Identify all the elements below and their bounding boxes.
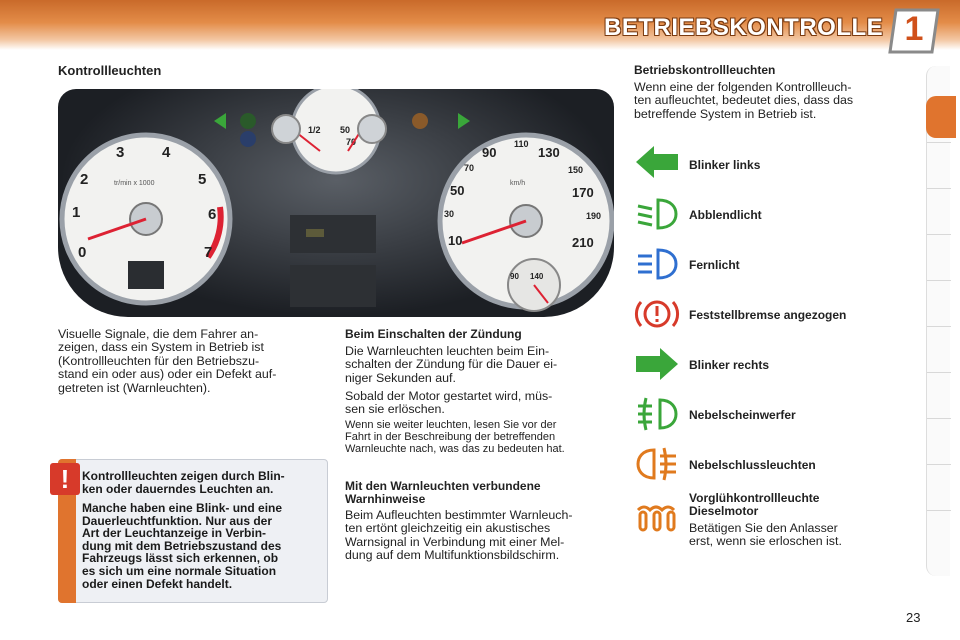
left-turn-signal-icon <box>632 142 682 182</box>
page-header-title: BETRIEBSKONTROLLE <box>604 14 884 41</box>
glow-plug-description: Betätigen Sie den Anlasser erst, wenn sie erloschen ist. <box>689 521 842 549</box>
speedo-tick-30: 30 <box>444 209 455 219</box>
tacho-tick-5: 5 <box>198 171 207 188</box>
speedo-tick-130: 130 <box>538 145 560 160</box>
speedo-tick-90: 90 <box>482 145 497 160</box>
chapter-number: 1 <box>904 10 924 48</box>
side-tab-divider <box>927 234 951 235</box>
tacho-unit: tr/min x 1000 <box>114 180 155 187</box>
legend-label-low-beam: Abblendlicht <box>689 208 762 222</box>
ignition-paragraph-2: Sobald der Motor gestartet wird, müs- sen sie erlöschen. <box>345 389 553 417</box>
speedo-tick-170: 170 <box>572 185 594 200</box>
tacho-tick-7: 7 <box>204 244 213 261</box>
speedo-tick-70: 70 <box>464 163 475 173</box>
speedo-tick-190: 190 <box>586 211 602 221</box>
multifunction-display <box>290 265 376 307</box>
legend-label-right-turn: Blinker rechts <box>689 358 770 372</box>
dash-left-turn-lamp <box>214 113 226 129</box>
side-tab-divider <box>927 280 951 281</box>
speedo-tick-10: 10 <box>448 233 463 248</box>
right-section-title: Betriebskontrollleuchten <box>634 63 776 77</box>
warning-paragraph: Beim Aufleuchten bestimmter Warnleuch- ten ertönt gleichzeitig ein akustisches Warnsignal in Verbindung mit einer Mel- dung auf dem Multifunktionsbildschirm. <box>345 508 573 563</box>
legend-label-front-fog: Nebelscheinwerfer <box>689 408 796 422</box>
oil-temp-label-140: 140 <box>530 272 544 281</box>
side-tab-divider <box>927 510 951 511</box>
lamp-placeholder <box>306 229 324 237</box>
legend-label-parking-brake: Feststellbremse angezogen <box>689 308 847 322</box>
tacho-display <box>128 261 164 289</box>
side-tab-divider <box>927 372 951 373</box>
intro-paragraph: Visuelle Signale, die dem Fahrer an- zeigen, dass ein System in Betrieb ist (Kontrollleuchten für den Betriebszu- stand ein oder aus) oder ein Defekt auf- getreten ist (Warnleuchten). <box>58 327 277 395</box>
ignition-heading: Beim Einschalten der Zündung <box>345 327 522 341</box>
legend-label-left-turn: Blinker links <box>689 158 761 172</box>
notice-text-2: Manche haben eine Blink- und eine Dauerleuchtfunktion. Nur aus der Art der Leuchtanzeige in Verbin- dung mit dem Betriebszustand des Fahrzeugs lässt sich erkennen, ob es sich um eine normale Situation oder einen Defekt handelt. <box>82 501 283 591</box>
tacho-tick-6: 6 <box>208 206 217 223</box>
tacho-tick-2: 2 <box>80 171 89 188</box>
warning-lamp-panel <box>290 215 376 253</box>
instrument-cluster-photo <box>58 89 614 317</box>
fuel-label-70: 70 <box>346 137 357 147</box>
speedo-unit: km/h <box>510 180 526 187</box>
ignition-paragraph-1: Die Warnleuchten leuchten beim Ein- schalten der Zündung für die Dauer ei- niger Sekunden auf. <box>345 344 558 385</box>
tacho-tick-0: 0 <box>78 244 87 261</box>
side-tab-divider <box>927 326 951 327</box>
parking-brake-icon <box>632 294 682 334</box>
speedo-tick-210: 210 <box>572 235 594 250</box>
dash-low-beam-lamp <box>240 113 256 129</box>
dash-high-beam-lamp <box>240 131 256 147</box>
legend-label-glow-plug: Vorglühkontrollleuchte Dieselmotor <box>689 491 820 518</box>
chapter-side-tabs <box>926 66 950 576</box>
oil-temp-label-90: 90 <box>510 272 519 281</box>
side-tab-divider <box>927 142 951 143</box>
tacho-tick-1: 1 <box>72 204 81 221</box>
chapter-badge <box>886 8 942 54</box>
tacho-tick-4: 4 <box>162 144 171 161</box>
warning-heading: Mit den Warnleuchten verbundene Warnhinweise <box>345 479 541 506</box>
high-beam-icon <box>632 244 682 284</box>
legend-label-rear-fog: Nebelschlussleuchten <box>689 458 816 472</box>
side-tab-active[interactable] <box>926 96 956 138</box>
brightness-knob <box>358 115 386 143</box>
side-tab-divider <box>927 188 951 189</box>
side-tab-divider <box>927 418 951 419</box>
trip-reset-knob <box>272 115 300 143</box>
fuel-label-half: 1/2 <box>308 125 321 135</box>
side-tab-divider <box>927 464 951 465</box>
ignition-paragraph-3: Wenn sie weiter leuchten, lesen Sie vor der Fahrt in der Beschreibung der betreffenden Warnleuchte nach, was das zu bedeuten hat. <box>345 419 565 455</box>
section-title: Kontrollleuchten <box>58 63 162 78</box>
tacho-tick-3: 3 <box>116 144 125 161</box>
speedo-tick-50: 50 <box>450 183 465 198</box>
speedo-tick-110: 110 <box>514 139 529 149</box>
dash-fog-lamp <box>412 113 428 129</box>
low-beam-icon <box>632 194 682 234</box>
instrument-cluster-illustration <box>58 89 614 317</box>
notice-text-1: Kontrollleuchten zeigen durch Blin- ken oder dauerndes Leuchten an. <box>82 469 285 496</box>
exclamation-icon: ! <box>50 463 80 495</box>
legend-label-high-beam: Fernlicht <box>689 258 740 272</box>
right-intro-paragraph: Wenn eine der folgenden Kontrollleuch- ten aufleuchtet, bedeutet dies, dass das betreffende System in Betrieb ist. <box>634 80 854 121</box>
rear-fog-icon <box>632 444 682 484</box>
dash-right-turn-lamp <box>458 113 470 129</box>
fuel-label-50: 50 <box>340 125 351 135</box>
speedo-tick-150: 150 <box>568 165 584 175</box>
front-fog-icon <box>632 394 682 434</box>
glow-plug-icon <box>632 498 682 538</box>
page-number: 23 <box>906 610 921 625</box>
right-turn-signal-icon <box>632 344 682 384</box>
